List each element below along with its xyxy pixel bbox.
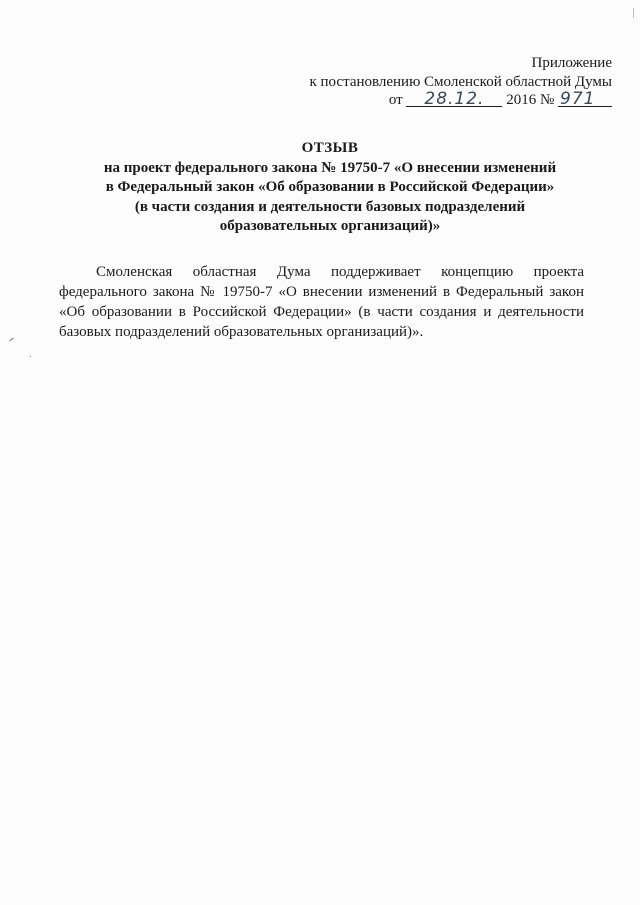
date-prefix: от bbox=[388, 92, 403, 108]
scan-speck bbox=[9, 338, 14, 342]
title-line: на проект федерального закона № 19750-7 «О внесении изменений bbox=[103, 159, 557, 176]
scan-speck bbox=[633, 8, 634, 18]
title-line: образовательных организаций)» bbox=[219, 218, 441, 234]
appendix-label: Приложение bbox=[531, 55, 612, 71]
year-text: 2016 № bbox=[506, 92, 555, 108]
handwritten-date: 28.12. bbox=[406, 92, 502, 107]
document-title bbox=[80, 139, 580, 237]
appendix-block bbox=[309, 54, 612, 110]
body-paragraph: Смоленская областная Дума поддерживает концепцию проекта федерального закона № 19750-7 «О внесении изменений в Федеральный закон «Об образовании в Российской Федерации» (в части создания и деятельности базовых подразделений образовательных организаций)». bbox=[59, 264, 584, 340]
appendix-resolution: к постановлению Смоленской областной Думы bbox=[309, 73, 612, 90]
handwritten-number: 971 bbox=[558, 92, 612, 107]
title-line: в Федеральный закон «Об образовании в Российской Федерации» bbox=[105, 179, 555, 195]
title-line: (в части создания и деятельности базовых подразделений bbox=[134, 198, 526, 215]
appendix-date-line bbox=[309, 91, 612, 110]
title-heading: ОТЗЫВ bbox=[301, 140, 359, 156]
scan-speck bbox=[30, 356, 31, 357]
